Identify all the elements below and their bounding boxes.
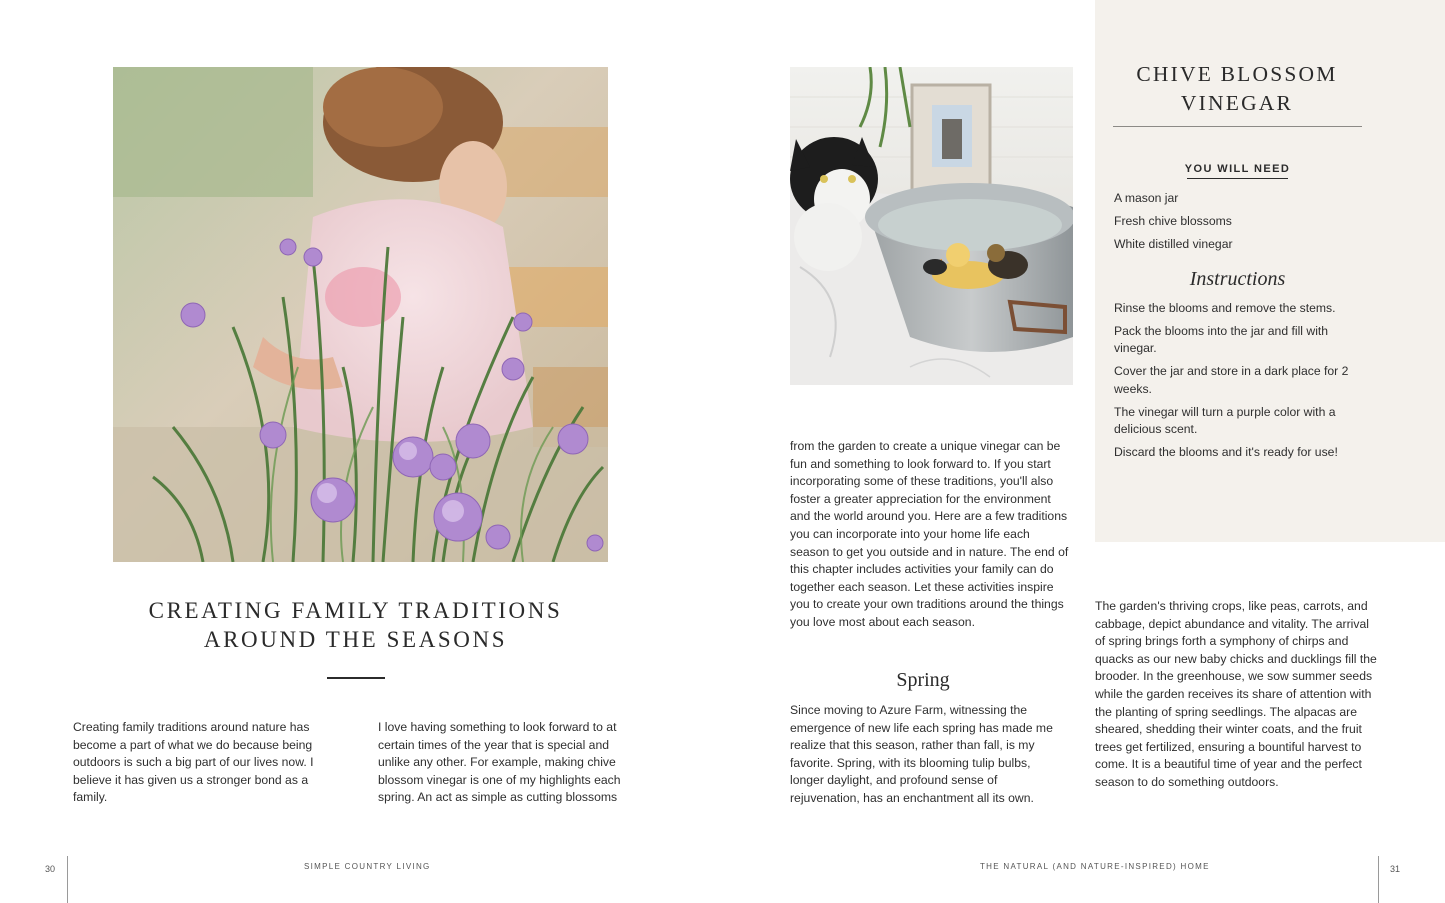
instructions-list <box>1114 300 1354 467</box>
child-chives-illustration <box>113 67 608 562</box>
right-column-2-text: The garden's thriving crops, like peas, carrots, and cabbage, depict abundance and vitality. The arrival of spring brings forth a symphony of chirps and quacks as our new baby chicks and ducklings fill the brooder. In the greenhouse, we sow summer seeds while the garden receives its share of attention with the planting of spring seedlings. The alpacas are sheared, shedding their winter coats, and the fruit trees get fertilized, ensuring a bountiful harvest to come. It is a beautiful time of year and the perfect season to do something outdoors. <box>1095 599 1377 789</box>
left-column-1-text: Creating family traditions around nature has become a part of what we do because being outdoors is such a big part of our lives now. I believe it has given us a stronger bond as a family. <box>73 720 314 805</box>
you-will-need-label: YOU WILL NEED <box>1184 163 1291 175</box>
footer-divider-left <box>67 856 68 903</box>
right-column-1-text: from the garden to create a unique vinegar can be fun and something to look forward to. If you start incorporating some of these traditions, you'll also foster a greater appreciation for the environment and the world around you. Here are a few traditions you can incorporate into your home life each season to get you outside and in nature. The end of this chapter includes activities your family can do together each season. Let these activities inspire you to create your own traditions around the things you love most about each season. <box>790 439 1069 629</box>
ingredient-item: White distilled vinegar <box>1114 237 1233 251</box>
instruction-step: Rinse the blooms and remove the stems. <box>1114 301 1336 315</box>
recipe-sidebar <box>1095 0 1445 542</box>
spring-text: Since moving to Azure Farm, witnessing the emergence of new life each spring has made me realize that this season, rather than fall, is my favorite. Spring, with its blooming tulip bulbs, longer daylight, and profound sense of rejuvenation, has an enchantment all its own. <box>790 703 1053 805</box>
chapter-heading <box>113 596 598 654</box>
instructions-label: Instructions <box>1189 268 1286 290</box>
left-column-2-text: I love having something to look forward to at certain times of the year that is special and unlike any other. For example, making chive blossom vinegar is one of my highlights each spring. An act as simple as cutting blossoms <box>378 720 621 805</box>
recipe-title-line1: CHIVE BLOSSOM <box>1136 62 1338 86</box>
ingredient-item: A mason jar <box>1114 191 1179 205</box>
chapter-heading-line2: AROUND THE SEASONS <box>203 627 508 652</box>
footer-title-left: SIMPLE COUNTRY LIVING <box>304 862 431 871</box>
ingredient-item: Fresh chive blossoms <box>1114 214 1232 228</box>
recipe-title-line2: VINEGAR <box>1180 91 1294 115</box>
spring-heading: Spring <box>896 669 950 691</box>
instruction-step: The vinegar will turn a purple color with a delicious scent. <box>1114 404 1336 437</box>
page-number-left: 30 <box>45 864 56 874</box>
ingredients-list <box>1114 190 1364 259</box>
child-chives-photo <box>113 67 608 562</box>
instruction-step: Pack the blooms into the jar and fill with vinegar. <box>1114 324 1329 356</box>
chapter-heading-line1: CREATING FAMILY TRADITIONS <box>148 598 563 623</box>
footer-divider-right <box>1378 856 1379 903</box>
heading-divider <box>327 677 385 679</box>
you-will-need-underline <box>1187 178 1288 179</box>
instruction-step: Discard the blooms and it's ready for use! <box>1114 445 1338 460</box>
cat-ducklings-illustration <box>790 67 1073 385</box>
recipe-title-divider <box>1113 126 1362 127</box>
page-number-right: 31 <box>1390 864 1401 874</box>
cat-ducklings-photo <box>790 67 1073 385</box>
recipe-title <box>1113 60 1361 118</box>
footer-title-right: THE NATURAL (AND NATURE-INSPIRED) HOME <box>980 862 1210 871</box>
instruction-step: Cover the jar and store in a dark place for 2 weeks. <box>1114 364 1349 396</box>
